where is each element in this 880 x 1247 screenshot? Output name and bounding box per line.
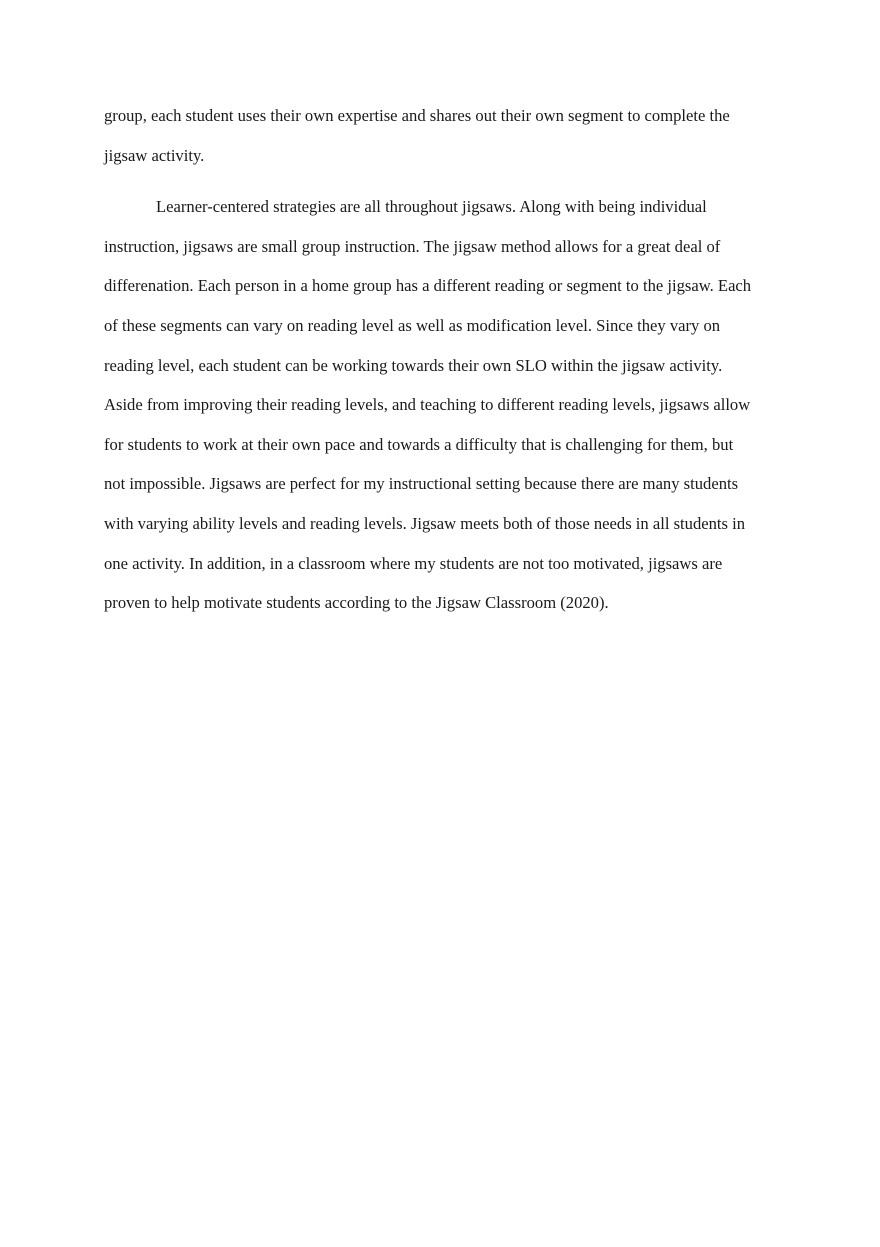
paragraph-spacer	[104, 182, 784, 194]
text-line: one activity. In addition, in a classroom where my students are not too motivated, jigsaws are	[104, 553, 723, 573]
text-line: jigsaw activity.	[104, 145, 205, 165]
text-line: of these segments can vary on reading level as well as modification level. Since they vary on	[104, 315, 721, 335]
text-line: reading level, each student can be working towards their own SLO within the jigsaw activity.	[104, 355, 723, 375]
paragraph-learner-centered	[104, 194, 784, 630]
text-line: Aside from improving their reading levels, and teaching to different reading levels, jigsaws allow	[104, 395, 751, 415]
paragraph-continuation	[104, 103, 784, 182]
text-line: differenation. Each person in a home group has a different reading or segment to the jigsaw. Each	[104, 276, 752, 296]
text-line: proven to help motivate students according to the Jigsaw Classroom (2020).	[104, 593, 609, 613]
text-line: not impossible. Jigsaws are perfect for my instructional setting because there are many students	[104, 474, 739, 494]
text-line: for students to work at their own pace and towards a difficulty that is challenging for them, but	[104, 434, 734, 454]
text-line: group, each student uses their own expertise and shares out their own segment to complete the	[104, 106, 730, 125]
document-body	[104, 103, 784, 630]
text-line: instruction, jigsaws are small group instruction. The jigsaw method allows for a great deal of	[104, 236, 721, 256]
text-line-indented: Learner-centered strategies are all throughout jigsaws. Along with being individual	[156, 197, 707, 217]
text-line: with varying ability levels and reading levels. Jigsaw meets both of those needs in all students in	[104, 513, 746, 533]
